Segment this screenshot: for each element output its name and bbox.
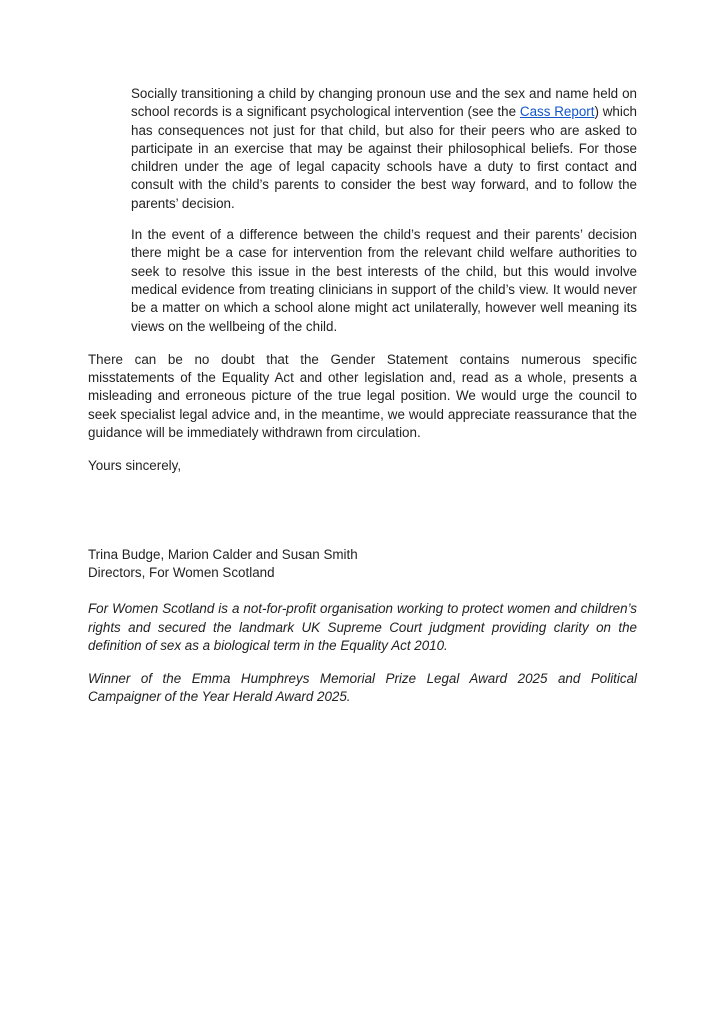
paragraph-text-before-link: Socially transitioning a child by changing pronoun use and the sex and name held on school records is a significant psychological intervention (see the — [131, 86, 637, 120]
letter-content — [88, 85, 637, 707]
closing-salutation: Yours sincerely, — [88, 458, 182, 474]
paragraph-conclusion: There can be no doubt that the Gender Statement contains numerous specific misstatements of the Equality Act and other legislation and, read as a whole, presents a misleading and erroneous picture of the true legal position. We would urge the council to seek specialist legal advice and, in the meantime, we would appreciate reassurance that the guidance will be immediately withdrawn from circulation. — [88, 351, 637, 441]
org-description-paragraph: For Women Scotland is a not-for-profit organisation working to protect women and children’s rights and secured the landmark UK Supreme Court judgment providing clarity on the definition of sex as a biological term in the Equality Act 2010. — [88, 601, 637, 653]
awards-paragraph: Winner of the Emma Humphreys Memorial Prize Legal Award 2025 and Political Campaigner of the Year Herald Award 2025. — [88, 671, 637, 705]
cass-report-link[interactable]: Cass Report — [519, 104, 595, 120]
signatory-role: Directors, For Women Scotland — [88, 564, 275, 580]
paragraph-parents-decision: In the event of a difference between the child’s request and their parents’ decision there might be a case for intervention from the relevant child welfare authorities to seek to resolve this issue in the best interests of the child, but this would involve medical evidence from treating clinicians in support of the child’s view. It would never be a matter on which a school alone might act unilaterally, however well meaning its views on the wellbeing of the child. — [131, 227, 637, 334]
paragraph-text-after-link: ) which has consequences not just for that child, but also for their peers who are asked to participate in an exercise that may be against their philosophical beliefs. For those children under the age of legal capacity schools have a duty to first contact and consult with the child’s parents to consider the best way forward, and to follow the parents’ decision. — [131, 104, 637, 211]
signature-block — [88, 546, 637, 583]
paragraph-social-transitioning — [131, 85, 637, 213]
signatory-names: Trina Budge, Marion Calder and Susan Smith — [88, 546, 358, 562]
